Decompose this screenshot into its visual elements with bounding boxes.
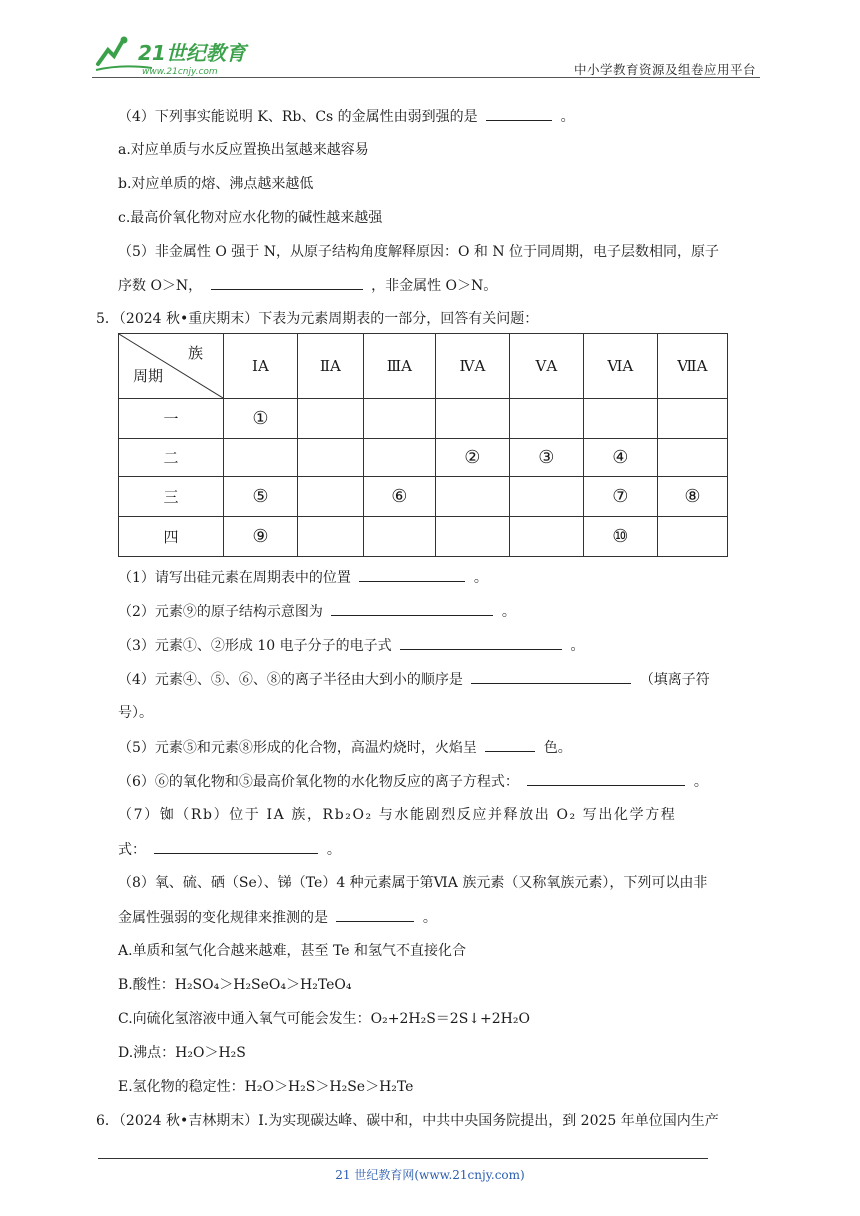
element-cell: ⑧ [657, 477, 727, 517]
q5-part7-text: 式： [118, 842, 146, 858]
q4-stem-end: 。 [560, 109, 575, 125]
site-logo [92, 34, 262, 78]
column-header: ⅤA [509, 334, 583, 399]
q5-part2-text: （2）元素⑨的原子结构示意图为 [118, 604, 323, 620]
element-cell [657, 399, 727, 439]
q5-part3-blank[interactable] [400, 635, 562, 650]
q5-part7-end: 。 [326, 842, 341, 858]
element-cell: ⑨ [224, 517, 298, 557]
period-label: 一 [119, 399, 224, 439]
corner-group-label: 族 [187, 344, 203, 362]
header-divider [92, 77, 760, 78]
q5-part6-blank[interactable] [527, 771, 685, 786]
footer-divider [98, 1158, 708, 1159]
element-cell: ⑥ [363, 477, 435, 517]
q4-answer-blank[interactable] [486, 106, 552, 121]
corner-period-label: 周期 [133, 367, 164, 385]
q5-option-a: A.单质和氢气化合越来越难，甚至 Te 和氢气不直接化合 [118, 943, 466, 959]
table-row [119, 477, 728, 517]
footer-link[interactable]: 21 世纪教育网(www.21cnjy.com) [335, 1168, 525, 1182]
q5-part8-blank[interactable] [336, 907, 414, 922]
q5-part2 [118, 601, 516, 622]
q5-part4-cont: 号）。 [118, 705, 153, 721]
column-header: ⅢA [363, 334, 435, 399]
element-cell: ⑩ [583, 517, 657, 557]
q5-part1-blank[interactable] [359, 567, 465, 582]
periodic-table [118, 333, 728, 557]
q5-part8-line1: （8）氧、硫、硒（Se）、锑（Te）4 种元素属于第ⅥA 族元素（又称氧族元素），下列可以由非 [118, 875, 708, 891]
element-cell [435, 399, 509, 439]
q5-part4-text: （4）元素④、⑤、⑥、⑧的离子半径由大到小的顺序是 [118, 672, 463, 688]
element-cell [657, 439, 727, 477]
q5-part6 [118, 771, 708, 792]
column-header: ⅡA [297, 334, 363, 399]
q5sub-line2 [118, 275, 497, 296]
q5-option-e: E.氢化物的稳定性：H₂O＞H₂S＞H₂Se＞H₂Te [118, 1079, 414, 1095]
q5-option-d: D.沸点：H₂O＞H₂S [118, 1045, 246, 1061]
question6-title: 6．（2024 秋•吉林期末）Ⅰ.为实现碳达峰、碳中和，中共中央国务院提出，到 2025 年单位国内生产 [96, 1113, 719, 1129]
q5-part1 [118, 567, 488, 588]
element-cell [363, 399, 435, 439]
period-label: 二 [119, 439, 224, 477]
element-cell [363, 439, 435, 477]
q5-part5-blank[interactable] [485, 737, 535, 752]
q5-part7-line2 [118, 839, 341, 860]
element-cell [435, 477, 509, 517]
element-cell [509, 399, 583, 439]
q5-part8-end: 。 [422, 910, 437, 926]
q4-option-c: c.最高价氧化物对应水化物的碱性越来越强 [118, 210, 383, 226]
element-cell [363, 517, 435, 557]
q5-part8-line2 [118, 907, 437, 928]
element-cell: ② [435, 439, 509, 477]
q5sub-line2-end: ，非金属性 O＞N。 [371, 278, 498, 294]
table-corner-cell [119, 334, 224, 399]
element-cell [297, 439, 363, 477]
question5-title: 5．（2024 秋•重庆期末）下表为元素周期表的一部分，回答有关问题： [96, 311, 539, 327]
q5-part1-end: 。 [473, 570, 488, 586]
q5-option-c: C.向硫化氢溶液中通入氧气可能会发生：O₂+2H₂S＝2S↓+2H₂O [118, 1011, 530, 1027]
element-cell [435, 517, 509, 557]
q5-part5-end: 色。 [543, 740, 572, 756]
q5-part4-blank[interactable] [471, 669, 631, 684]
q5-part3 [118, 635, 585, 656]
q5-part1-text: （1）请写出硅元素在周期表中的位置 [118, 570, 351, 586]
element-cell [509, 517, 583, 557]
q5-part3-text: （3）元素①、②形成 10 电子分子的电子式 [118, 638, 392, 654]
q5-part5-text: （5）元素⑤和元素⑧形成的化合物，高温灼烧时，火焰呈 [118, 740, 477, 756]
element-cell: ④ [583, 439, 657, 477]
q4-option-b: b.对应单质的熔、沸点越来越低 [118, 176, 314, 192]
table-row [119, 439, 728, 477]
svg-text:www.21cnjy.com: www.21cnjy.com [142, 67, 218, 77]
q5-part6-end: 。 [693, 774, 708, 790]
column-header: ⅥA [583, 334, 657, 399]
q4-stem-text: （4）下列事实能说明 K、Rb、Cs 的金属性由弱到强的是 [118, 109, 478, 125]
q5-part8-text: 金属性强弱的变化规律来推测的是 [118, 910, 328, 926]
page-header [0, 0, 860, 82]
platform-name: 中小学教育资源及组卷应用平台 [573, 62, 756, 77]
q5-part7-line1: （7）铷（Rb）位于 IA 族，Rb₂O₂ 与水能剧烈反应并释放出 O₂ 写出化学方程 [118, 807, 677, 823]
column-header: ⅣA [435, 334, 509, 399]
element-cell: ① [224, 399, 298, 439]
q5-option-b: B.酸性：H₂SO₄＞H₂SeO₄＞H₂TeO₄ [118, 977, 352, 993]
q4-option-a: a.对应单质与水反应置换出氢越来越容易 [118, 142, 369, 158]
q5-part3-end: 。 [570, 638, 585, 654]
element-cell: ③ [509, 439, 583, 477]
q5-part5 [118, 737, 572, 758]
q5-part2-end: 。 [501, 604, 516, 620]
column-header: ⅦA [657, 334, 727, 399]
q5sub-line2-text: 序数 O＞N， [118, 278, 203, 294]
q5sub-answer-blank[interactable] [211, 275, 363, 290]
svg-text:21世纪教育: 21世纪教育 [138, 41, 246, 65]
element-cell [297, 399, 363, 439]
element-cell: ⑤ [224, 477, 298, 517]
q4-stem [118, 106, 575, 127]
period-label: 三 [119, 477, 224, 517]
q5-part4-note: （填离子符 [639, 672, 710, 688]
q5-part2-blank[interactable] [331, 601, 493, 616]
table-row [119, 517, 728, 557]
element-cell [224, 439, 298, 477]
q5sub-line1: （5）非金属性 O 强于 N，从原子结构角度解释原因：O 和 N 位于同周期，电子层数相同，原子 [118, 244, 720, 260]
element-cell [297, 477, 363, 517]
q5-part7-blank[interactable] [154, 839, 318, 854]
column-header: ⅠA [224, 334, 298, 399]
element-cell [657, 517, 727, 557]
table-row [119, 399, 728, 439]
element-cell [297, 517, 363, 557]
q5-part6-text: （6）⑥的氧化物和⑤最高价氧化物的水化物反应的离子方程式： [118, 774, 519, 790]
element-cell [583, 399, 657, 439]
q5-part4 [118, 669, 710, 690]
element-cell: ⑦ [583, 477, 657, 517]
element-cell [509, 477, 583, 517]
period-label: 四 [119, 517, 224, 557]
